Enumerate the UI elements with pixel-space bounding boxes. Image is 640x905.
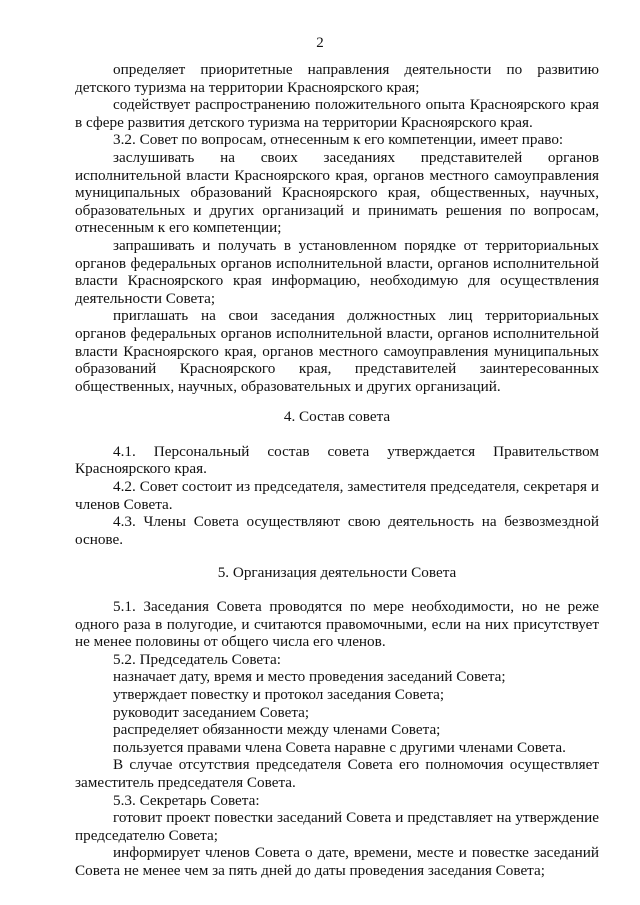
page-number: 2 [316, 35, 324, 51]
paragraph: готовит проект повестки заседаний Совета и представляет на утверждение председателю Совета; [75, 809, 599, 844]
section-heading-4: 4. Состав совета [283, 408, 391, 426]
paragraph: 3.2. Совет по вопросам, отнесенным к его компетенции, имеет право: [113, 131, 564, 149]
paragraph: информирует членов Совета о дате, времени, месте и повестке заседаний Совета не менее чем за пять дней до даты проведения заседания Совета; [75, 844, 599, 879]
paragraph: приглашать на свои заседания должностных лиц территориальных органов федеральных органов исполнительной власти, органов исполнительной власти Красноярского края, органов местного самоуправления муниципальных образований Красноярского края, представителей заинтересованных общественных, научных, образовательных и других организаций. [75, 307, 599, 395]
paragraph: В случае отсутствия председателя Совета его полномочия осуществляет заместитель председателя Совета. [75, 756, 599, 791]
paragraph: 5.2. Председатель Совета: [113, 650, 281, 668]
paragraph: назначает дату, время и место проведения заседаний Совета; [113, 668, 506, 686]
paragraph: 5.3. Секретарь Совета: [113, 791, 260, 809]
paragraph: 4.2. Совет состоит из председателя, заместителя председателя, секретаря и членов Совета. [75, 478, 599, 513]
paragraph: содействует распространению положительного опыта Красноярского края в сфере развития детского туризма на территории Красноярского края. [75, 96, 599, 131]
paragraph: определяет приоритетные направления деятельности по развитию детского туризма на территории Красноярского края; [75, 61, 599, 96]
paragraph: руководит заседанием Совета; [113, 703, 310, 721]
document-body [75, 61, 599, 880]
section-heading-5: 5. Организация деятельности Совета [217, 564, 457, 582]
paragraph: утверждает повестку и протокол заседания Совета; [113, 686, 445, 703]
paragraph: пользуется правами члена Совета наравне с другими членами Совета. [113, 738, 566, 756]
paragraph: 5.1. Заседания Совета проводятся по мере необходимости, но не реже одного раза в полугодие, и считаются правомочными, если на них присутствует не менее половины от общего числа его членов. [75, 598, 599, 651]
paragraph: запрашивать и получать в установленном порядке от территориальных органов федеральных органов исполнительной власти, органов исполнительной власти Красноярского края информацию, необходимую для осуществления деятельности Совета; [75, 236, 599, 307]
paragraph: заслушивать на своих заседаниях представителей органов исполнительной власти Красноярского края, органов местного самоуправления муниципальных образований Красноярского края, общественных, научных, образовательных и других организаций и принимать решения по вопросам, отнесенным к его компетенции; [75, 148, 599, 237]
paragraph: 4.3. Члены Совета осуществляют свою деятельность на безвозмездной основе. [75, 513, 599, 548]
paragraph: распределяет обязанности между членами Совета; [113, 721, 441, 739]
paragraph: 4.1. Персональный состав совета утверждается Правительством Красноярского края. [75, 442, 599, 478]
